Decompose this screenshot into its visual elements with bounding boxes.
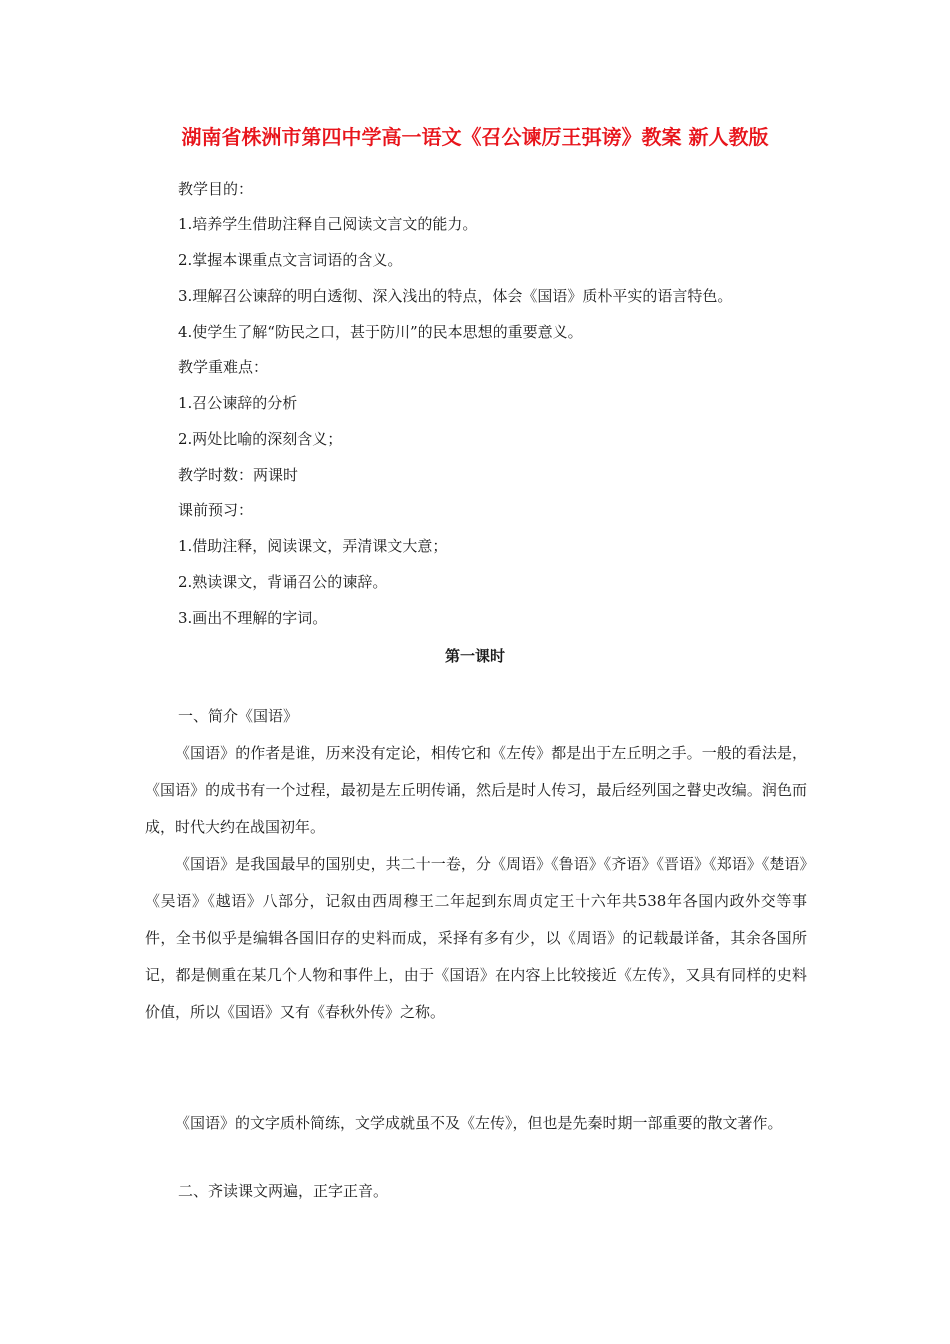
key-point-item: 2.两处比喻的深刻含义； <box>178 430 343 448</box>
objective-item: 3.理解召公谏辞的明白透彻、深入浅出的特点，体会《国语》质朴平实的语言特色。 <box>178 287 733 305</box>
preview-item: 1.借助注释，阅读课文，弄清课文大意； <box>178 537 448 555</box>
key-point-item: 1.召公谏辞的分析 <box>178 394 298 412</box>
objectives-heading: 教学目的： <box>178 180 254 198</box>
lesson-title: 第一课时 <box>444 647 505 665</box>
preview-heading: 课前预习： <box>178 501 254 519</box>
objective-item: 1.培养学生借助注释自己阅读文言文的能力。 <box>178 215 478 233</box>
preview-item: 3.画出不理解的字词。 <box>178 609 328 627</box>
preview-item: 2.熟读课文，背诵召公的谏辞。 <box>178 573 388 591</box>
paragraph: 《国语》的文字质朴简练，文学成就虽不及《左传》，但也是先秦时期一部重要的散文著作。 <box>175 1114 783 1132</box>
document-title: 湖南省株洲市第四中学高一语文《召公谏厉王弭谤》教案 新人教版 <box>181 125 769 149</box>
key-points-heading: 教学重难点： <box>178 358 269 376</box>
teaching-hours: 教学时数：两课时 <box>178 466 299 484</box>
section-heading: 二、齐读课文两遍，正字正音。 <box>178 1182 389 1200</box>
paragraph: 《国语》是我国最早的国别史，共二十一卷，分《周语》《鲁语》《齐语》《晋语》《郑语》《楚语》《吴语》《越语》八部分，记叙由西周穆王二年起到东周贞定王十六年共538年各国内政外交等事件，全书似乎是编辑各国旧存的史料而成，采择有多有少，以《周语》的记载最详备，其余各国所记，都是侧重在某几个人物和事件上，由于《国语》在内容上比较接近《左传》，又具有同样的史料价值，所以《国语》又有《春秋外传》之称。 <box>145 855 807 1021</box>
paragraph: 《国语》的作者是谁，历来没有定论，相传它和《左传》都是出于左丘明之手。一般的看法是，《国语》的成书有一个过程，最初是左丘明传诵，然后是时人传习，最后经列国之瞽史改编。润色而成，时代大约在战国初年。 <box>145 744 807 836</box>
objective-item: 2.掌握本课重点文言词语的含义。 <box>178 251 403 269</box>
section-heading: 一、简介《国语》 <box>178 707 299 725</box>
objective-item: 4.使学生了解“防民之口，甚于防川”的民本思想的重要意义。 <box>178 323 583 341</box>
